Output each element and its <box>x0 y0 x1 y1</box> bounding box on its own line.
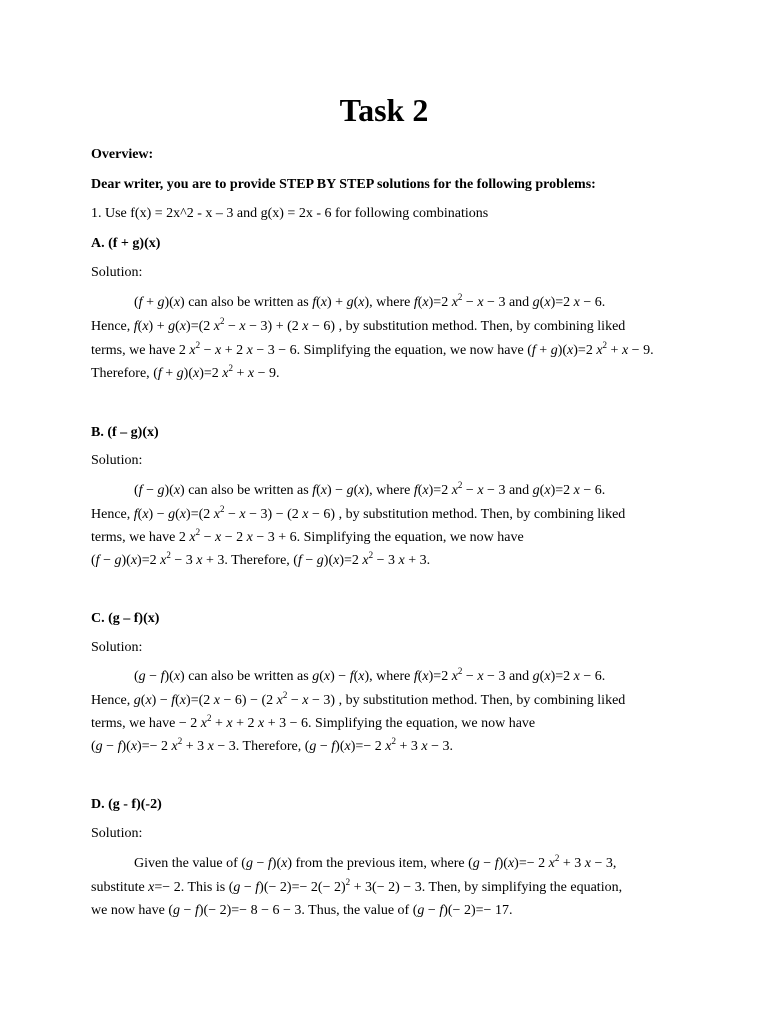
solution-line: Hence, g(x) − f(x)=(2 x − 6) − (2 $x^2 - x - 3$) , by substitution method. Then, by combining liked <box>91 690 626 708</box>
solution-label: Solution: <box>91 265 143 280</box>
section-heading: D. (g - f)(-2) <box>91 797 162 812</box>
solution-line: substitute x=− 2. This is $(g - f)(- 2)=- 2(- 2)^2 + 3(- 2) - 3$. Then, by simplifying the equation, <box>91 877 623 895</box>
math-expression: (g − f)(x)=− 2 $x^2 + 3$ x − 3 <box>304 736 450 754</box>
math-expression: f(x) − g(x)=(2 $x^2 - x - 3) - (2$ x − 6) <box>133 504 336 522</box>
math-expression: 2 $x^2 - x - 2$ x − 3 + 6 <box>178 527 297 545</box>
page-title: Task 2 <box>339 92 429 128</box>
math-expression: $(g - f)(- 2)=- 2(- 2)^2 + 3(- 2) - 3$ <box>228 877 422 895</box>
solution-line: (f − g)(x)=2 $x^2 - 3$ x + 3. Therefore, (f − g)(x)=2 $x^2 - 3$ x + 3. <box>91 550 431 568</box>
solution-line: Hence, f(x) + g(x)=(2 $x^2 - x - 3) + (2$ x − 6) , by substitution method. Then, by combining liked <box>91 316 626 334</box>
math-expression: (f + g)(x)=2 $x^2 + x - 9$ <box>527 340 651 358</box>
overview-label: Overview: <box>91 147 154 162</box>
solution-label: Solution: <box>91 640 143 655</box>
math-expression: (g − f)(x) <box>241 856 292 871</box>
solution-line: (f + g)(x) can also be written as f(x) + g(x), where f(x)=2 $x^2 - x - 3$ and g(x)=2 x − 6. <box>134 292 606 310</box>
section-heading: B. (f – g)(x) <box>91 425 159 440</box>
math-expression: 2 $x^2 - x + 2$ x − 3 − 6 <box>178 340 297 358</box>
math-expression: (f − g)(x)=2 $x^2 - 3$ x + 3 <box>293 550 427 568</box>
solution-line: (f − g)(x) can also be written as f(x) − g(x), where f(x)=2 $x^2 - x - 3$ and g(x)=2 x − 6. <box>134 480 606 498</box>
solution-line: Hence, f(x) − g(x)=(2 $x^2 - x - 3) - (2$ x − 6) , by substitution method. Then, by combining liked <box>91 504 626 522</box>
math-expression: (f + g)(x) <box>134 295 185 310</box>
problem-statement: 1. Use f(x) = 2x^2 - x – 3 and g(x) = 2x - 6 for following combinations <box>91 206 489 221</box>
solution-line: terms, we have 2 $x^2 - x + 2$ x − 3 − 6. Simplifying the equation, we now have (f + g)(x)=2 $x^2 + x - 9$. <box>91 340 654 358</box>
math-expression: (g − f)(x) <box>134 669 185 684</box>
math-expression: g(x)=2 x − 6 <box>532 295 602 310</box>
solution-line: we now have (g − f)(− 2)=− 8 − 6 − 3. Thus, the value of (g − f)(− 2)=− 17. <box>91 903 513 918</box>
section-heading: A. (f + g)(x) <box>91 236 161 251</box>
math-expression: x=− 2 <box>148 880 181 895</box>
math-expression: f(x) + g(x)=(2 $x^2 - x - 3) + (2$ x − 6) <box>133 316 336 334</box>
solution-label: Solution: <box>91 453 143 468</box>
math-expression: (f − g)(x)=2 $x^2 - 3$ x + 3 <box>91 550 225 568</box>
instruction-text: Dear writer, you are to provide STEP BY STEP solutions for the following problems: <box>91 177 596 192</box>
math-expression: g(x)=2 x − 6 <box>532 483 602 498</box>
math-expression: (g − f)(− 2)=− 17 <box>412 903 509 918</box>
math-expression: g(x) − f(x) <box>312 669 370 684</box>
math-expression: (f − g)(x) <box>134 483 185 498</box>
solution-label: Solution: <box>91 826 143 841</box>
section-heading: C. (g – f)(x) <box>91 611 160 626</box>
solution-line: Therefore, (f + g)(x)=2 $x^2 + x - 9$. <box>91 363 280 381</box>
math-expression: g(x)=2 x − 6 <box>532 669 602 684</box>
math-expression: f(x)=2 $x^2 - x - 3$ <box>413 666 506 684</box>
math-expression: f(x) + g(x) <box>312 295 370 310</box>
math-expression: f(x) − g(x) <box>312 483 370 498</box>
solution-line: Given the value of (g − f)(x) from the previous item, where (g − f)(x)=− 2 $x^2 + 3$ x − 3, <box>134 853 617 871</box>
math-expression: (g − f)(x)=− 2 $x^2 + 3$ x − 3 <box>91 736 236 754</box>
math-expression: f(x)=2 $x^2 - x - 3$ <box>413 292 506 310</box>
math-expression: f(x)=2 $x^2 - x - 3$ <box>413 480 506 498</box>
math-expression: g(x) − f(x)=(2 x − 6) − (2 $x^2 - x - 3$) <box>133 690 336 708</box>
solution-line: terms, we have − 2 $x^2 + x + 2$ x + 3 − 6. Simplifying the equation, we now have <box>91 713 536 731</box>
solution-line: terms, we have 2 $x^2 - x - 2$ x − 3 + 6. Simplifying the equation, we now have <box>91 527 524 545</box>
math-expression: (g − f)(− 2)=− 8 − 6 − 3 <box>168 903 302 918</box>
math-expression: (g − f)(x)=− 2 $x^2 + 3$ x − 3 <box>468 853 613 871</box>
math-expression: − 2 $x^2 + x + 2$ x + 3 − 6 <box>178 713 309 731</box>
solution-line: (g − f)(x) can also be written as g(x) − f(x), where f(x)=2 $x^2 - x - 3$ and g(x)=2 x − 6. <box>134 666 606 684</box>
solution-line: (g − f)(x)=− 2 $x^2 + 3$ x − 3. Therefore, (g − f)(x)=− 2 $x^2 + 3$ x − 3. <box>91 736 453 754</box>
math-expression: (f + g)(x)=2 $x^2 + x - 9$ <box>153 363 277 381</box>
